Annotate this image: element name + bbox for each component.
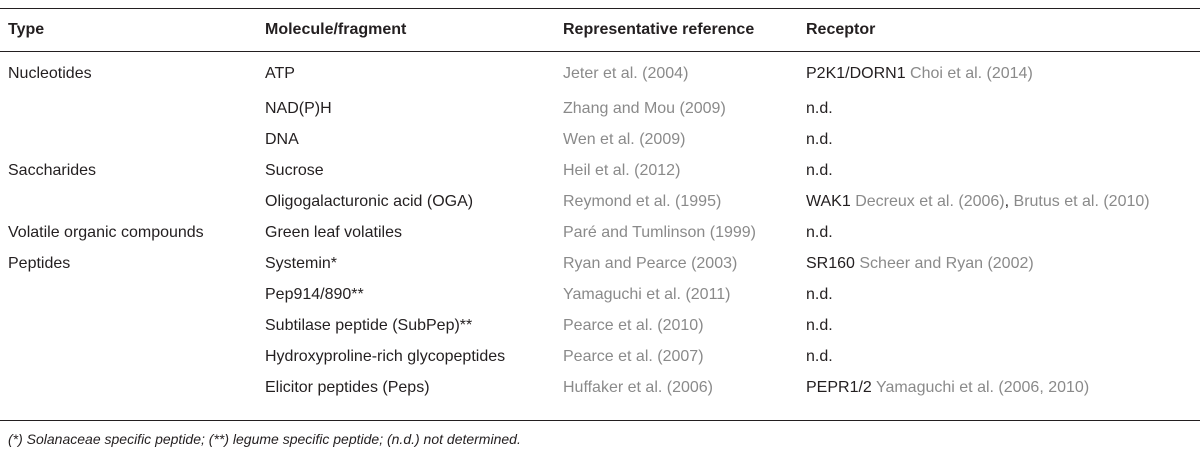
cell-reference: Zhang and Mou (2009) <box>563 99 726 117</box>
cell-receptor <box>798 155 1200 186</box>
table-footnote: (*) Solanaceae specific peptide; (**) legume specific peptide; (n.d.) not determined. <box>8 431 521 447</box>
cell-receptor <box>798 341 1200 372</box>
damp-table <box>0 9 1200 403</box>
table-row <box>0 155 1200 186</box>
cell-type <box>0 186 257 217</box>
cell-type <box>0 310 257 341</box>
cell-reference: Huffaker et al. (2006) <box>563 378 714 396</box>
receptor-name: P2K1/DORN1 <box>806 65 906 82</box>
cell-type <box>0 341 257 372</box>
cell-reference: Pearce et al. (2007) <box>563 347 704 365</box>
cell-molecule: Oligogalacturonic acid (OGA) <box>265 192 474 210</box>
cell-type <box>0 279 257 310</box>
cell-receptor <box>798 248 1200 279</box>
receptor-name: n.d. <box>806 130 833 148</box>
receptor-name: n.d. <box>806 316 833 334</box>
cell-reference: Ryan and Pearce (2003) <box>563 254 738 272</box>
table-row <box>0 310 1200 341</box>
table-row <box>0 51 1200 93</box>
cell-molecule: Hydroxyproline-rich glycopeptides <box>265 347 506 365</box>
cell-molecule: Pep914/890** <box>265 285 364 303</box>
receptor-name: n.d. <box>806 161 833 179</box>
receptor-reference: Yamaguchi et al. (2006, <box>875 378 1044 396</box>
receptor-reference-2: 2010) <box>1048 378 1090 396</box>
receptor-reference-2: Brutus et al. (2010) <box>1013 192 1150 210</box>
cell-receptor <box>798 217 1200 248</box>
cell-receptor <box>798 372 1200 403</box>
cell-type <box>0 124 257 155</box>
cell-type: Saccharides <box>8 161 97 179</box>
table-row <box>0 217 1200 248</box>
receptor-name: n.d. <box>806 99 833 117</box>
cell-type <box>0 372 257 403</box>
receptor-reference: Scheer and Ryan (2002) <box>859 254 1034 272</box>
cell-reference: Yamaguchi et al. (2011) <box>563 285 731 303</box>
cell-receptor <box>798 279 1200 310</box>
receptor-name: WAK1 <box>806 192 851 210</box>
cell-type: Peptides <box>8 254 71 272</box>
cell-molecule: Elicitor peptides (Peps) <box>265 378 430 396</box>
header-row <box>0 9 1200 51</box>
table-row <box>0 341 1200 372</box>
receptor-name: PEPR1/2 <box>806 378 872 396</box>
receptor-name: n.d. <box>806 347 833 365</box>
table-row <box>0 124 1200 155</box>
cell-receptor <box>798 93 1200 124</box>
receptor-reference-separator: , <box>1004 192 1010 210</box>
cell-molecule: Green leaf volatiles <box>265 223 402 241</box>
cell-receptor <box>798 186 1200 217</box>
cell-molecule: Systemin* <box>265 254 338 272</box>
table-row <box>0 279 1200 310</box>
cell-molecule: ATP <box>265 65 295 82</box>
bottom-rule <box>0 420 1200 421</box>
cell-molecule: Sucrose <box>265 161 324 179</box>
cell-reference: Heil et al. (2012) <box>563 161 681 179</box>
cell-molecule: DNA <box>265 130 299 148</box>
table-row <box>0 186 1200 217</box>
cell-reference: Jeter et al. (2004) <box>563 65 689 82</box>
header-type: Type <box>8 21 45 38</box>
table-row <box>0 248 1200 279</box>
receptor-reference: Choi et al. (2014) <box>910 65 1033 82</box>
cell-type: Volatile organic compounds <box>8 223 204 241</box>
receptor-name: n.d. <box>806 285 833 303</box>
cell-reference: Paré and Tumlinson (1999) <box>563 223 756 241</box>
cell-reference: Wen et al. (2009) <box>563 130 686 148</box>
table-row <box>0 93 1200 124</box>
cell-molecule: Subtilase peptide (SubPep)** <box>265 316 473 334</box>
cell-receptor <box>798 310 1200 341</box>
cell-type <box>0 93 257 124</box>
header-molecule: Molecule/fragment <box>265 21 407 38</box>
table-row <box>0 372 1200 403</box>
receptor-name: SR160 <box>806 254 855 272</box>
header-reference: Representative reference <box>563 21 755 38</box>
cell-reference: Pearce et al. (2010) <box>563 316 704 334</box>
cell-receptor <box>798 51 1200 93</box>
cell-type: Nucleotides <box>8 65 92 82</box>
receptor-reference: Decreux et al. (2006) <box>855 192 1005 210</box>
header-receptor: Receptor <box>806 21 876 38</box>
cell-molecule: NAD(P)H <box>265 99 332 117</box>
cell-reference: Reymond et al. (1995) <box>563 192 722 210</box>
cell-receptor <box>798 124 1200 155</box>
receptor-name: n.d. <box>806 223 833 241</box>
